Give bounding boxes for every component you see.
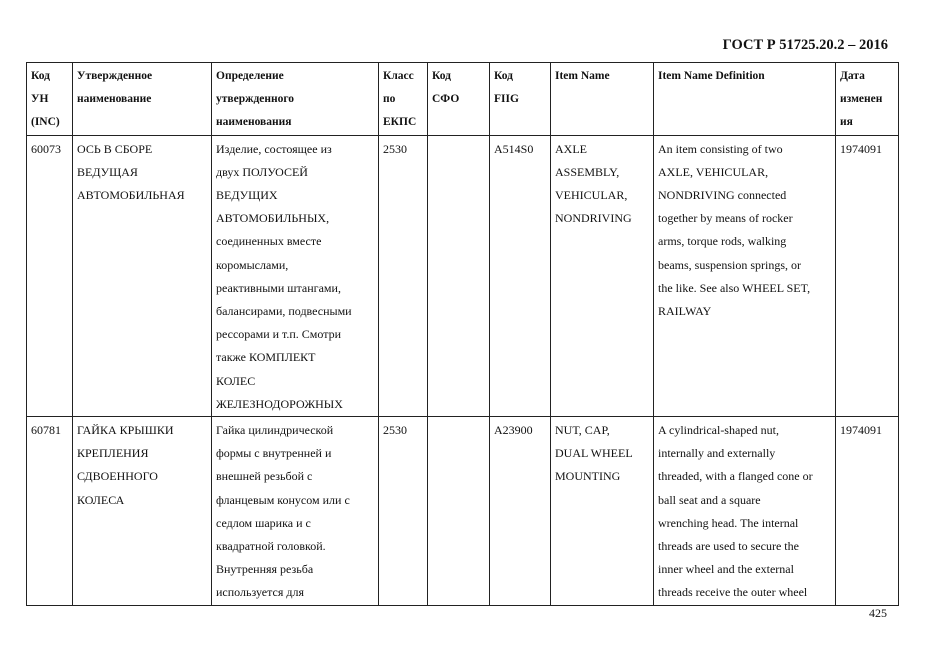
table-row	[27, 135, 899, 416]
cell-date: 1974091	[836, 417, 899, 606]
page-number: 425	[869, 606, 887, 620]
cell-fiig: A23900	[490, 417, 551, 606]
cell-inc: 60073	[27, 135, 73, 416]
header-item-name: Item Name	[551, 63, 654, 136]
header-date: Дата изменен ия	[836, 63, 899, 136]
cell-date: 1974091	[836, 135, 899, 416]
items-table	[26, 62, 899, 606]
cell-fiig: A514S0	[490, 135, 551, 416]
header-sfo: Код СФО	[428, 63, 490, 136]
table-row	[27, 417, 899, 606]
cell-item-name: AXLE ASSEMBLY, VEHICULAR, NONDRIVING	[551, 135, 654, 416]
header-definition: Определение утвержденного наименования	[212, 63, 379, 136]
cell-sfo	[428, 417, 490, 606]
cell-item-definition: A cylindrical-shaped nut, internally and externally threaded, with a flanged cone or ball seat and a square wrenching head. The internal threads are used to secure the inner wheel and the external threads receive the outer wheel	[654, 417, 836, 606]
header-inc: Код УН (INC)	[27, 63, 73, 136]
cell-definition: Изделие, состоящее из двух ПОЛУОСЕЙ ВЕДУЩИХ АВТОМОБИЛЬНЫХ, соединенных вместе коромыслами, реактивными штангами, балансирами, подвесными рессорами и т.п. Смотри также КОМПЛЕКТ КОЛЕС ЖЕЛЕЗНОДОРОЖНЫХ	[212, 135, 379, 416]
cell-item-name: NUT, CAP, DUAL WHEEL MOUNTING	[551, 417, 654, 606]
document-header: ГОСТ Р 51725.20.2 – 2016	[722, 37, 888, 53]
header-fiig: Код FIIG	[490, 63, 551, 136]
cell-definition: Гайка цилиндрической формы с внутренней и внешней резьбой с фланцевым конусом или с седлом шарика и с квадратной головкой. Внутренняя резьба используется для	[212, 417, 379, 606]
table-header-row	[27, 63, 899, 136]
cell-class: 2530	[379, 417, 428, 606]
cell-approved-name: ОСЬ В СБОРЕ ВЕДУЩАЯ АВТОМОБИЛЬНАЯ	[73, 135, 212, 416]
cell-approved-name: ГАЙКА КРЫШКИ КРЕПЛЕНИЯ СДВОЕННОГО КОЛЕСА	[73, 417, 212, 606]
cell-class: 2530	[379, 135, 428, 416]
header-approved-name: Утвержденное наименование	[73, 63, 212, 136]
cell-item-definition: An item consisting of two AXLE, VEHICULAR, NONDRIVING connected together by means of rocker arms, torque rods, walking beams, suspension springs, or the like. See also WHEEL SET, RAILWAY	[654, 135, 836, 416]
cell-sfo	[428, 135, 490, 416]
header-item-definition: Item Name Definition	[654, 63, 836, 136]
cell-inc: 60781	[27, 417, 73, 606]
header-class: Класс по ЕКПС	[379, 63, 428, 136]
